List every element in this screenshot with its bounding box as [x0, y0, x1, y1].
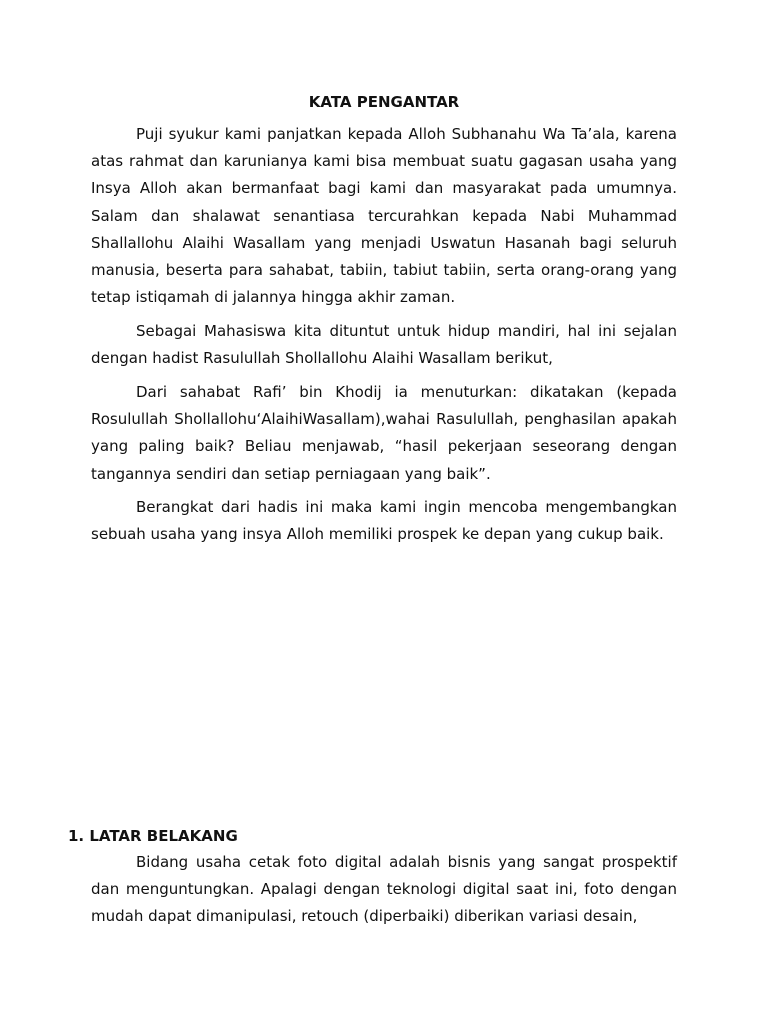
paragraph-student: Sebagai Mahasiswa kita dituntut untuk hidup mandiri, hal ini sejalan dengan hadist Rasulullah Shollallohu Alaihi Wasallam berikut,: [91, 322, 677, 368]
paragraph-intro: Puji syukur kami panjatkan kepada Alloh Subhanahu Wa Ta’ala, karena atas rahmat dan karunianya kami bisa membuat suatu gagasan usaha yang Insya Alloh akan bermanfaat bagi kami dan masyarakat pada umumnya. Salam dan shalawat senantiasa tercurahkan kepada Nabi Muhammad Shallallohu Alaihi Wasallam yang menjadi Uswatun Hasanah bagi seluruh manusia, beserta para sahabat, tabiin, tabiut tabiin, serta orang-orang yang tetap istiqamah di jalannya hingga akhir zaman.: [91, 125, 677, 307]
section-heading: 1. LATAR BELAKANG: [68, 827, 238, 845]
page-title: KATA PENGANTAR: [308, 93, 460, 111]
paragraph-hadith: Dari sahabat Rafi’ bin Khodij ia menuturkan: dikatakan (kepada Rosulullah Shollallohu‘AlaihiWasallam),wahai Rasulullah, penghasilan apakah yang paling baik? Beliau menjawab, “hasil pekerjaan seseorang dengan tangannya sendiri dan setiap perniagaan yang baik”.: [91, 383, 677, 483]
section-paragraph: Bidang usaha cetak foto digital adalah bisnis yang sangat prospektif dan menguntungkan. Apalagi dengan teknologi digital saat ini, foto dengan mudah dapat dimanipulasi, retouch (diperbaiki) diberikan variasi desain,: [91, 853, 677, 926]
paragraph-conclusion: Berangkat dari hadis ini maka kami ingin mencoba mengembangkan sebuah usaha yang insya Alloh memiliki prospek ke depan yang cukup baik.: [91, 498, 677, 544]
